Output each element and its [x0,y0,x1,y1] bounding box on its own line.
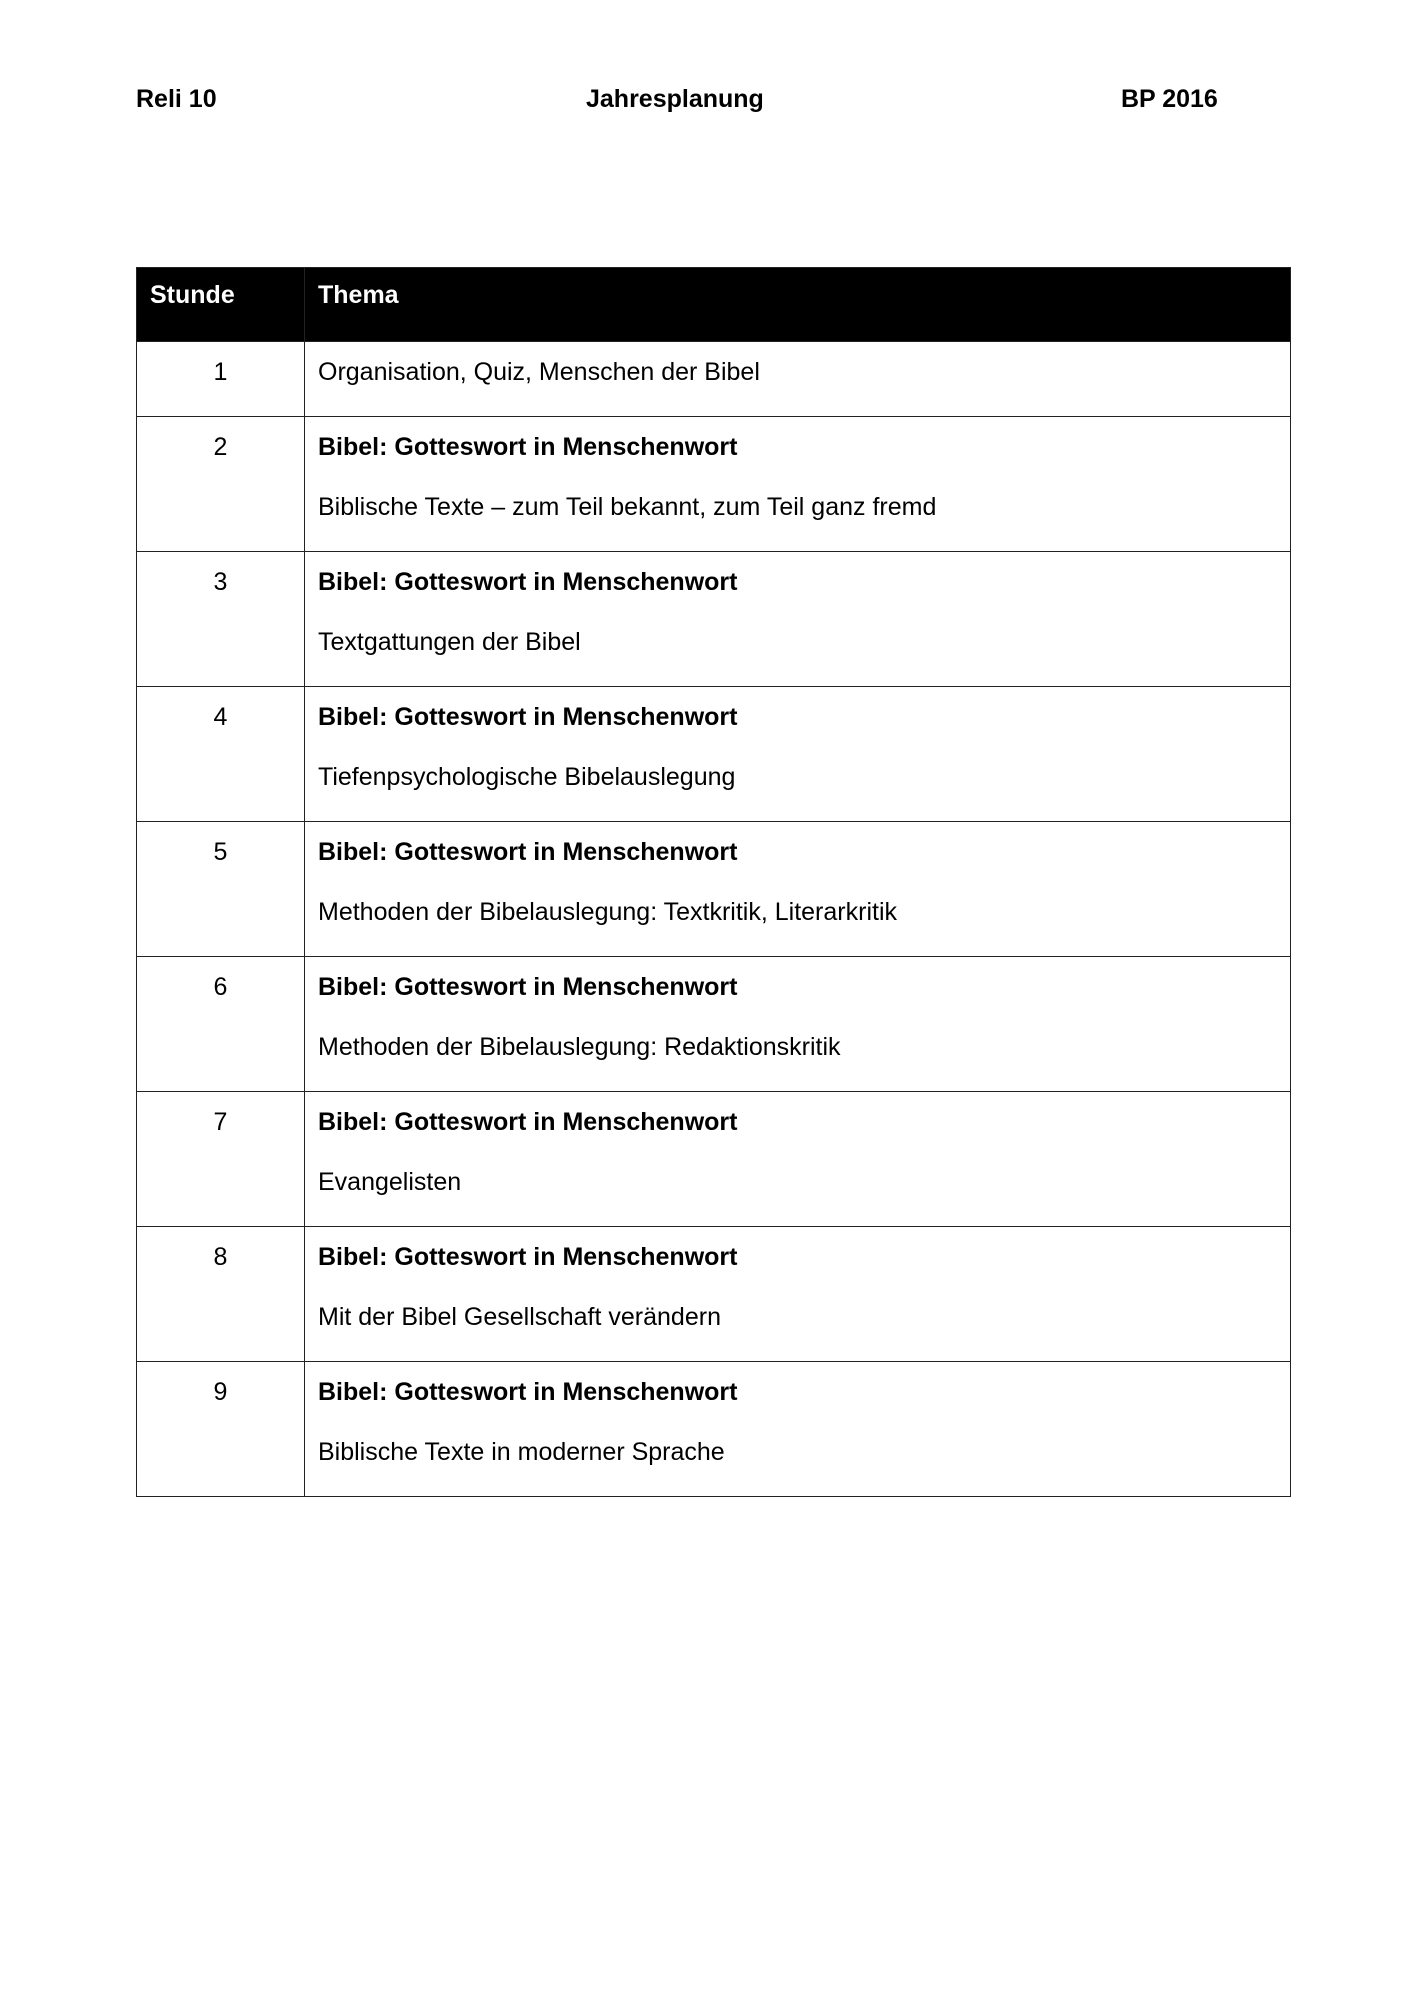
lesson-unit-title: Bibel: Gotteswort in Menschenwort [318,1108,738,1136]
lesson-number: 5 [137,822,305,957]
lesson-number: 9 [137,1362,305,1497]
lesson-number: 7 [137,1092,305,1227]
lesson-number: 2 [137,417,305,552]
table-row [137,417,1291,552]
table-row [137,1227,1291,1362]
table-row [137,1092,1291,1227]
lesson-number: 8 [137,1227,305,1362]
lesson-topic-text: Mit der Bibel Gesellschaft verändern [318,1303,721,1331]
lesson-unit-title: Bibel: Gotteswort in Menschenwort [318,568,738,596]
lesson-topic [305,822,1291,957]
lesson-topic [305,552,1291,687]
lesson-topic [305,957,1291,1092]
header-document-title: Jahresplanung [586,85,764,113]
table-header-row [137,268,1291,342]
lesson-topic-text: Biblische Texte – zum Teil bekannt, zum Teil ganz fremd [318,493,937,521]
table-row [137,552,1291,687]
column-header-thema: Thema [305,268,1291,342]
header-course-label: Reli 10 [136,85,217,113]
column-header-stunde: Stunde [137,268,305,342]
lesson-unit-title: Bibel: Gotteswort in Menschenwort [318,1243,738,1271]
table-row [137,822,1291,957]
lesson-topic [305,1362,1291,1497]
table-row [137,342,1291,417]
lesson-topic-text: Biblische Texte in moderner Sprache [318,1438,725,1466]
table-row [137,957,1291,1092]
lesson-topic-text: Methoden der Bibelauslegung: Textkritik, Literarkritik [318,898,897,926]
lesson-topic-text: Methoden der Bibelauslegung: Redaktionskritik [318,1033,841,1061]
lesson-topic-text: Tiefenpsychologische Bibelauslegung [318,763,736,791]
lesson-number: 4 [137,687,305,822]
lesson-number: 3 [137,552,305,687]
lesson-topic [305,1092,1291,1227]
lesson-topic-text: Organisation, Quiz, Menschen der Bibel [318,358,760,386]
lesson-topic [305,417,1291,552]
lesson-plan-table [136,267,1291,1497]
lesson-unit-title: Bibel: Gotteswort in Menschenwort [318,703,738,731]
table-row [137,1362,1291,1497]
lesson-unit-title: Bibel: Gotteswort in Menschenwort [318,973,738,1001]
lesson-topic [305,342,1291,417]
lesson-unit-title: Bibel: Gotteswort in Menschenwort [318,1378,738,1406]
lesson-number: 6 [137,957,305,1092]
header-curriculum-label: BP 2016 [1121,85,1218,113]
lesson-unit-title: Bibel: Gotteswort in Menschenwort [318,838,738,866]
table-row [137,687,1291,822]
lesson-topic [305,1227,1291,1362]
lesson-number: 1 [137,342,305,417]
lesson-topic-text: Textgattungen der Bibel [318,628,581,656]
lesson-topic [305,687,1291,822]
lesson-unit-title: Bibel: Gotteswort in Menschenwort [318,433,738,461]
lesson-topic-text: Evangelisten [318,1168,462,1196]
